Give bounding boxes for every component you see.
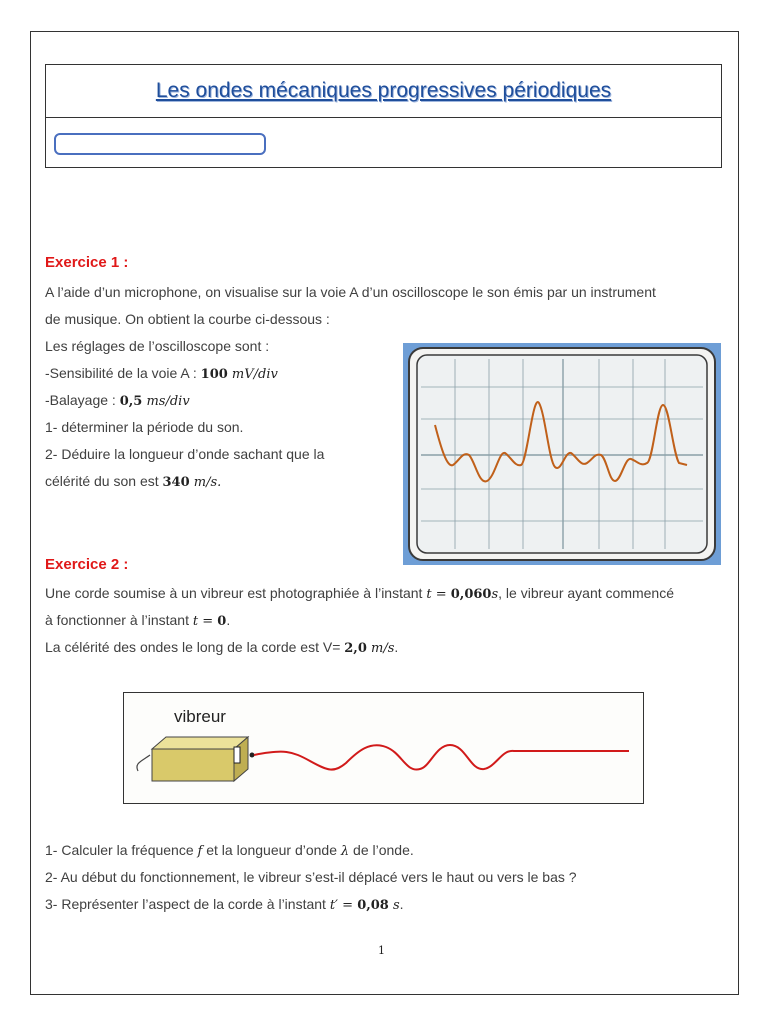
ex2-q1-c: de l’onde.	[349, 842, 414, 858]
ex2-line3-text: La célérité des ondes le long de la corde est	[45, 639, 323, 655]
ex2-q1-b: et la longueur d’onde	[202, 842, 341, 858]
ex2-line-1	[45, 585, 674, 602]
ex1-sensitivity-label: -Sensibilité de la voie A :	[45, 365, 201, 381]
ex2-line1-unit: s	[491, 587, 499, 602]
page-title: Les ondes mécaniques progressives périodiques	[155, 79, 612, 102]
ex1-speed-value: 340	[162, 475, 190, 490]
ex2-q1-a: 1- Calculer la fréquence	[45, 842, 198, 858]
rope-attachment-point	[250, 753, 255, 758]
ex2-question-1	[45, 842, 414, 859]
ex1-sweep-label: -Balayage :	[45, 392, 120, 408]
ex2-line-3	[45, 639, 398, 656]
ex1-sweep-value: 0,5	[119, 394, 143, 409]
ex2-line1-text: Une corde soumise à un vibreur est photographiée à l’instant	[45, 585, 427, 601]
ex1-sensitivity	[45, 365, 278, 382]
ex1-question-2b	[45, 473, 221, 490]
ex2-line2-text: à fonctionner à l’instant	[45, 612, 193, 628]
ex2-line3-v: V=	[322, 639, 345, 655]
ex2-speed-value: 2,0	[344, 641, 367, 656]
ex2-q3-end: .	[399, 896, 404, 912]
ex1-question-2a: 2- Déduire la longueur d’onde sachant que la	[45, 446, 325, 462]
ex2-q3-a: 3- Représenter l’aspect de la corde à l’instant	[45, 896, 330, 912]
ex1-speed-unit: m/s.	[189, 475, 222, 490]
ex2-line-2	[45, 612, 230, 629]
blank-label-box	[54, 133, 266, 155]
ex1-line-2: de musique. On obtient la courbe ci-dessous :	[45, 311, 330, 327]
oscilloscope-figure	[403, 343, 721, 565]
ex1-question-1: 1- déterminer la période du son.	[45, 419, 244, 435]
ex2-line2-eq: =	[198, 614, 218, 629]
title-row	[46, 65, 721, 118]
ex2-line1-rest: , le vibreur ayant commencé	[498, 585, 674, 601]
vibrator-box	[152, 749, 234, 781]
exercise-2-heading: Exercice 2 :	[45, 556, 129, 573]
ex1-line-3: Les réglages de l’oscilloscope sont :	[45, 338, 270, 354]
vibrator-label: vibreur	[174, 707, 226, 726]
ex2-q1-lambda: λ	[340, 844, 350, 859]
ex2-line2-value: 0	[217, 614, 227, 629]
ex2-line2-t: t	[192, 614, 199, 629]
ex2-line3-end: .	[394, 639, 399, 655]
ex2-line1-t: t	[426, 587, 432, 602]
ex1-q2b-label: célérité du son est	[45, 473, 163, 489]
vibrator-slot	[234, 747, 240, 763]
ex2-line2-end: .	[226, 612, 231, 628]
page-number: 1	[378, 944, 385, 957]
ex2-q3-t: t′	[329, 898, 339, 913]
ex1-sensitivity-unit: mV/div	[227, 367, 278, 382]
ex2-q1-f: f	[197, 844, 203, 859]
vibrator-drawing	[124, 693, 643, 803]
ex1-sweep	[45, 392, 190, 409]
ex2-line1-eq: =	[431, 587, 451, 602]
ex1-sweep-unit: ms/div	[142, 394, 190, 409]
title-box	[45, 64, 722, 168]
ex2-line1-value: 0,060	[450, 587, 492, 602]
rope-wave	[254, 745, 629, 770]
ex2-q3-unit: s	[388, 898, 400, 913]
oscilloscope-screen	[403, 343, 721, 565]
power-cable	[137, 755, 150, 771]
ex1-line-1: A l’aide d’un microphone, on visualise sur la voie A d’un oscilloscope le son émis par un instrument	[45, 284, 656, 300]
exercise-1-heading: Exercice 1 :	[45, 254, 129, 271]
ex2-speed-unit: m/s	[366, 641, 395, 656]
ex2-question-2: 2- Au début du fonctionnement, le vibreur s’est-il déplacé vers le haut ou vers le bas ?	[45, 869, 577, 885]
ex2-question-3	[45, 896, 404, 913]
ex1-sensitivity-value: 100	[200, 367, 228, 382]
ex2-q3-eq: =	[338, 898, 358, 913]
vibrator-rope-figure	[123, 692, 644, 804]
ex2-q3-value: 0,08	[357, 898, 389, 913]
